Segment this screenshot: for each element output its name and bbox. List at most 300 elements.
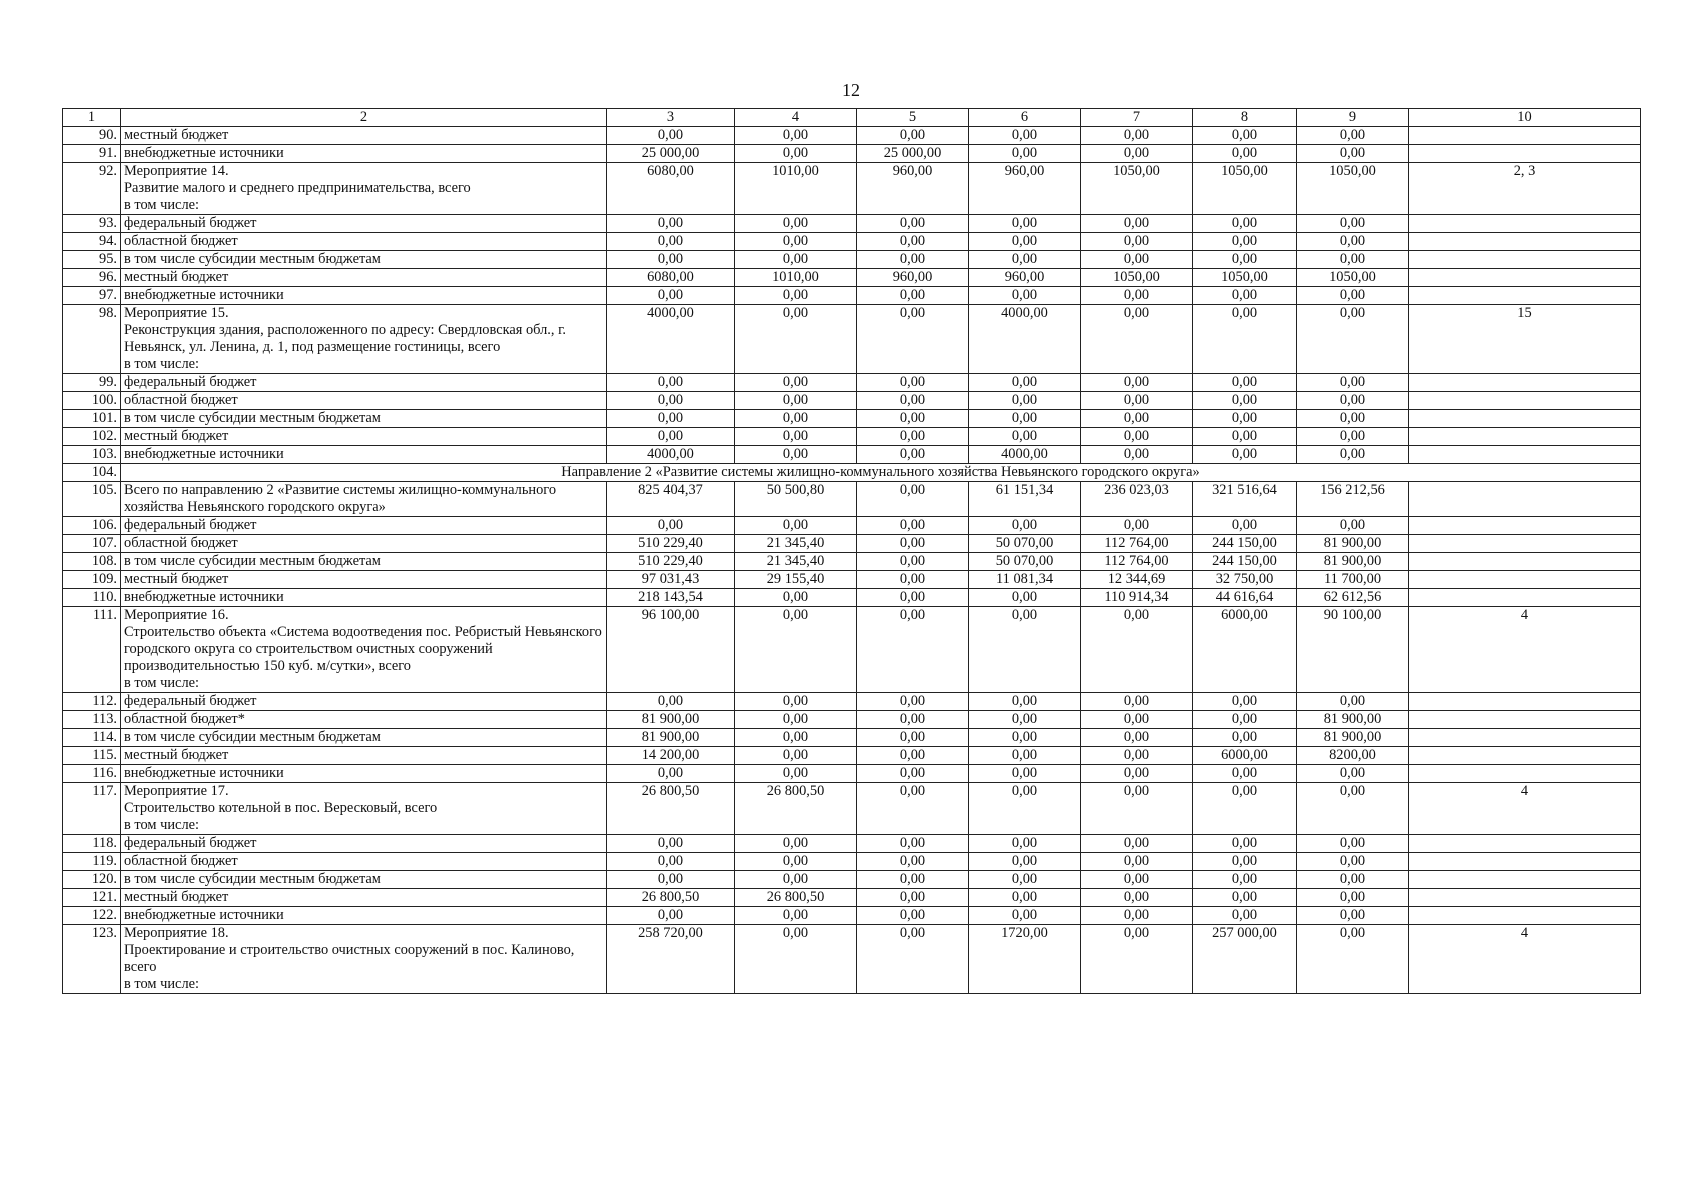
amount-cell: 960,00 xyxy=(969,163,1081,215)
amount-cell: 0,00 xyxy=(607,410,735,428)
description-line: Развитие малого и среднего предпринимательства, всего xyxy=(124,180,471,196)
target-indicator-cell xyxy=(1409,693,1641,711)
row-description xyxy=(121,446,607,464)
row-description xyxy=(121,729,607,747)
description-line: в том числе: xyxy=(124,976,200,992)
row-description xyxy=(121,374,607,392)
amount-cell: 0,00 xyxy=(1193,835,1297,853)
amount-cell: 0,00 xyxy=(969,765,1081,783)
target-indicator-cell xyxy=(1409,127,1641,145)
amount-cell: 0,00 xyxy=(1297,410,1409,428)
amount-cell: 0,00 xyxy=(857,711,969,729)
amount-cell: 21 345,40 xyxy=(735,553,857,571)
amount-cell: 0,00 xyxy=(1081,693,1193,711)
amount-cell: 0,00 xyxy=(969,233,1081,251)
table-row xyxy=(63,925,1641,994)
description-line: внебюджетные источники xyxy=(124,907,284,923)
amount-cell: 0,00 xyxy=(969,871,1081,889)
amount-cell: 0,00 xyxy=(1193,251,1297,269)
amount-cell: 0,00 xyxy=(735,925,857,994)
amount-cell: 81 900,00 xyxy=(1297,729,1409,747)
amount-cell: 0,00 xyxy=(969,287,1081,305)
row-number: 106. xyxy=(63,517,121,535)
description-line: федеральный бюджет xyxy=(124,215,257,231)
amount-cell: 0,00 xyxy=(735,835,857,853)
table-row xyxy=(63,711,1641,729)
amount-cell: 0,00 xyxy=(1193,889,1297,907)
amount-cell: 62 612,56 xyxy=(1297,589,1409,607)
amount-cell: 0,00 xyxy=(1081,127,1193,145)
row-description xyxy=(121,589,607,607)
amount-cell: 0,00 xyxy=(1081,729,1193,747)
amount-cell: 0,00 xyxy=(969,145,1081,163)
amount-cell: 0,00 xyxy=(735,233,857,251)
target-indicator-cell xyxy=(1409,835,1641,853)
description-line: Мероприятие 16. xyxy=(124,607,229,623)
amount-cell: 0,00 xyxy=(735,907,857,925)
table-row xyxy=(63,907,1641,925)
amount-cell: 0,00 xyxy=(857,889,969,907)
amount-cell: 0,00 xyxy=(969,392,1081,410)
table-row xyxy=(63,145,1641,163)
table-row xyxy=(63,535,1641,553)
row-number: 117. xyxy=(63,783,121,835)
amount-cell: 0,00 xyxy=(857,233,969,251)
target-indicator-cell xyxy=(1409,729,1641,747)
target-indicator-cell: 15 xyxy=(1409,305,1641,374)
amount-cell: 0,00 xyxy=(607,215,735,233)
table-row xyxy=(63,589,1641,607)
description-line: внебюджетные источники xyxy=(124,145,284,161)
amount-cell: 0,00 xyxy=(1081,410,1193,428)
header-cell: 8 xyxy=(1193,109,1297,127)
row-description xyxy=(121,163,607,215)
amount-cell: 0,00 xyxy=(1193,287,1297,305)
description-line: федеральный бюджет xyxy=(124,693,257,709)
target-indicator-cell xyxy=(1409,853,1641,871)
amount-cell: 0,00 xyxy=(1193,517,1297,535)
target-indicator-cell: 4 xyxy=(1409,607,1641,693)
table-row xyxy=(63,374,1641,392)
amount-cell: 96 100,00 xyxy=(607,607,735,693)
row-number: 93. xyxy=(63,215,121,233)
direction-title: Направление 2 «Развитие системы жилищно-коммунального хозяйства Невьянского городского округа» xyxy=(121,464,1641,482)
amount-cell: 244 150,00 xyxy=(1193,553,1297,571)
amount-cell: 0,00 xyxy=(1193,233,1297,251)
amount-cell: 0,00 xyxy=(1081,251,1193,269)
amount-cell: 21 345,40 xyxy=(735,535,857,553)
target-indicator-cell xyxy=(1409,589,1641,607)
description-line: местный бюджет xyxy=(124,127,229,143)
row-number: 100. xyxy=(63,392,121,410)
amount-cell: 0,00 xyxy=(1297,765,1409,783)
description-line: федеральный бюджет xyxy=(124,517,257,533)
target-indicator-cell xyxy=(1409,571,1641,589)
amount-cell: 156 212,56 xyxy=(1297,482,1409,517)
amount-cell: 0,00 xyxy=(735,410,857,428)
amount-cell: 960,00 xyxy=(969,269,1081,287)
amount-cell: 1050,00 xyxy=(1193,163,1297,215)
row-number: 98. xyxy=(63,305,121,374)
amount-cell: 0,00 xyxy=(735,215,857,233)
row-description xyxy=(121,287,607,305)
amount-cell: 0,00 xyxy=(1193,907,1297,925)
target-indicator-cell xyxy=(1409,871,1641,889)
table-row xyxy=(63,607,1641,693)
row-number: 120. xyxy=(63,871,121,889)
row-number: 112. xyxy=(63,693,121,711)
amount-cell: 0,00 xyxy=(1193,145,1297,163)
amount-cell: 6000,00 xyxy=(1193,607,1297,693)
amount-cell: 0,00 xyxy=(735,747,857,765)
header-cell: 2 xyxy=(121,109,607,127)
amount-cell: 0,00 xyxy=(1081,853,1193,871)
amount-cell: 0,00 xyxy=(1297,783,1409,835)
amount-cell: 0,00 xyxy=(857,553,969,571)
amount-cell: 1050,00 xyxy=(1081,163,1193,215)
row-number: 99. xyxy=(63,374,121,392)
amount-cell: 321 516,64 xyxy=(1193,482,1297,517)
row-description xyxy=(121,889,607,907)
description-line: Мероприятие 18. xyxy=(124,925,229,941)
row-number: 121. xyxy=(63,889,121,907)
amount-cell: 0,00 xyxy=(1297,446,1409,464)
amount-cell: 110 914,34 xyxy=(1081,589,1193,607)
amount-cell: 81 900,00 xyxy=(607,729,735,747)
amount-cell: 0,00 xyxy=(969,729,1081,747)
amount-cell: 0,00 xyxy=(1297,145,1409,163)
header-cell: 10 xyxy=(1409,109,1641,127)
target-indicator-cell xyxy=(1409,145,1641,163)
row-description xyxy=(121,145,607,163)
amount-cell: 0,00 xyxy=(1081,428,1193,446)
amount-cell: 0,00 xyxy=(1193,374,1297,392)
amount-cell: 0,00 xyxy=(607,287,735,305)
row-number: 90. xyxy=(63,127,121,145)
amount-cell: 0,00 xyxy=(607,251,735,269)
amount-cell: 0,00 xyxy=(1081,925,1193,994)
description-line: Мероприятие 17. xyxy=(124,783,229,799)
row-description xyxy=(121,765,607,783)
amount-cell: 11 081,34 xyxy=(969,571,1081,589)
amount-cell: 0,00 xyxy=(969,693,1081,711)
row-number: 113. xyxy=(63,711,121,729)
amount-cell: 0,00 xyxy=(857,853,969,871)
amount-cell: 244 150,00 xyxy=(1193,535,1297,553)
amount-cell: 1010,00 xyxy=(735,163,857,215)
amount-cell: 0,00 xyxy=(1297,392,1409,410)
description-line: областной бюджет xyxy=(124,853,238,869)
description-line: в том числе субсидии местным бюджетам xyxy=(124,251,381,267)
amount-cell: 0,00 xyxy=(857,729,969,747)
amount-cell: 0,00 xyxy=(857,765,969,783)
description-line: в том числе: xyxy=(124,356,200,372)
amount-cell: 0,00 xyxy=(1297,127,1409,145)
amount-cell: 0,00 xyxy=(857,607,969,693)
amount-cell: 61 151,34 xyxy=(969,482,1081,517)
amount-cell: 32 750,00 xyxy=(1193,571,1297,589)
table-row xyxy=(63,163,1641,215)
table-row xyxy=(63,410,1641,428)
description-line: местный бюджет xyxy=(124,889,229,905)
table-row xyxy=(63,729,1641,747)
amount-cell: 0,00 xyxy=(607,517,735,535)
row-description xyxy=(121,127,607,145)
description-line: местный бюджет xyxy=(124,747,229,763)
amount-cell: 0,00 xyxy=(857,535,969,553)
amount-cell: 112 764,00 xyxy=(1081,535,1193,553)
direction-row xyxy=(63,464,1641,482)
amount-cell: 50 070,00 xyxy=(969,553,1081,571)
amount-cell: 0,00 xyxy=(1297,907,1409,925)
header-cell: 7 xyxy=(1081,109,1193,127)
amount-cell: 0,00 xyxy=(1297,853,1409,871)
target-indicator-cell xyxy=(1409,482,1641,517)
amount-cell: 0,00 xyxy=(969,251,1081,269)
row-number: 115. xyxy=(63,747,121,765)
row-number: 96. xyxy=(63,269,121,287)
description-line: Мероприятие 14. xyxy=(124,163,229,179)
amount-cell: 0,00 xyxy=(1297,835,1409,853)
amount-cell: 1050,00 xyxy=(1081,269,1193,287)
amount-cell: 26 800,50 xyxy=(735,889,857,907)
row-description xyxy=(121,835,607,853)
amount-cell: 4000,00 xyxy=(607,446,735,464)
amount-cell: 0,00 xyxy=(1297,428,1409,446)
amount-cell: 0,00 xyxy=(1081,517,1193,535)
amount-cell: 0,00 xyxy=(1297,233,1409,251)
row-description xyxy=(121,269,607,287)
table-row xyxy=(63,482,1641,517)
target-indicator-cell xyxy=(1409,553,1641,571)
description-line: Проектирование и строительство очистных сооружений в пос. Калиново, всего xyxy=(124,942,575,975)
row-number: 104. xyxy=(63,464,121,482)
amount-cell: 0,00 xyxy=(857,392,969,410)
page-number: 12 xyxy=(842,80,860,100)
amount-cell: 960,00 xyxy=(857,163,969,215)
row-number: 95. xyxy=(63,251,121,269)
table-row xyxy=(63,853,1641,871)
header-cell: 3 xyxy=(607,109,735,127)
table-row xyxy=(63,287,1641,305)
amount-cell: 0,00 xyxy=(1081,765,1193,783)
amount-cell: 0,00 xyxy=(969,711,1081,729)
amount-cell: 11 700,00 xyxy=(1297,571,1409,589)
description-line: в том числе: xyxy=(124,817,200,833)
row-description xyxy=(121,482,607,517)
amount-cell: 0,00 xyxy=(735,711,857,729)
row-number: 108. xyxy=(63,553,121,571)
description-line: Строительство объекта «Система водоотведения пос. Ребристый Невьянского городского округа со строительством очистных сооружений производительностью 150 куб. м/сутки», всего xyxy=(124,624,602,674)
row-description xyxy=(121,607,607,693)
amount-cell: 0,00 xyxy=(1081,233,1193,251)
amount-cell: 257 000,00 xyxy=(1193,925,1297,994)
header-cell: 9 xyxy=(1297,109,1409,127)
amount-cell: 258 720,00 xyxy=(607,925,735,994)
amount-cell: 0,00 xyxy=(1081,783,1193,835)
target-indicator-cell xyxy=(1409,269,1641,287)
table-body xyxy=(63,127,1641,994)
amount-cell: 0,00 xyxy=(607,127,735,145)
target-indicator-cell xyxy=(1409,410,1641,428)
target-indicator-cell xyxy=(1409,765,1641,783)
amount-cell: 0,00 xyxy=(1193,693,1297,711)
amount-cell: 0,00 xyxy=(1297,889,1409,907)
amount-cell: 0,00 xyxy=(857,571,969,589)
amount-cell: 6080,00 xyxy=(607,163,735,215)
amount-cell: 1050,00 xyxy=(1193,269,1297,287)
row-number: 91. xyxy=(63,145,121,163)
table-row xyxy=(63,747,1641,765)
description-line: Всего по направлению 2 «Развитие системы жилищно-коммунального хозяйства Невьянского городского округа» xyxy=(124,482,557,515)
amount-cell: 0,00 xyxy=(857,215,969,233)
amount-cell: 0,00 xyxy=(969,907,1081,925)
description-line: в том числе субсидии местным бюджетам xyxy=(124,553,381,569)
amount-cell: 0,00 xyxy=(1193,428,1297,446)
budget-table xyxy=(62,108,1641,994)
amount-cell: 0,00 xyxy=(857,482,969,517)
description-line: в том числе субсидии местным бюджетам xyxy=(124,871,381,887)
amount-cell: 0,00 xyxy=(857,925,969,994)
amount-cell: 0,00 xyxy=(607,765,735,783)
row-number: 110. xyxy=(63,589,121,607)
amount-cell: 12 344,69 xyxy=(1081,571,1193,589)
row-description xyxy=(121,871,607,889)
amount-cell: 0,00 xyxy=(1081,287,1193,305)
description-line: федеральный бюджет xyxy=(124,835,257,851)
amount-cell: 0,00 xyxy=(1193,853,1297,871)
amount-cell: 81 900,00 xyxy=(1297,711,1409,729)
target-indicator-cell xyxy=(1409,392,1641,410)
table-row xyxy=(63,446,1641,464)
target-indicator-cell xyxy=(1409,374,1641,392)
row-number: 102. xyxy=(63,428,121,446)
description-line: Реконструкция здания, расположенного по адресу: Свердловская обл., г. Невьянск, ул. Ленина, д. 1, под размещение гостиницы, всего xyxy=(124,322,566,355)
table-row xyxy=(63,553,1641,571)
amount-cell: 0,00 xyxy=(857,287,969,305)
amount-cell: 0,00 xyxy=(857,446,969,464)
table-header-row xyxy=(63,109,1641,127)
table-row xyxy=(63,871,1641,889)
target-indicator-cell xyxy=(1409,287,1641,305)
row-description xyxy=(121,571,607,589)
amount-cell: 0,00 xyxy=(735,305,857,374)
amount-cell: 0,00 xyxy=(857,835,969,853)
amount-cell: 0,00 xyxy=(1081,871,1193,889)
description-line: областной бюджет xyxy=(124,233,238,249)
amount-cell: 0,00 xyxy=(1081,835,1193,853)
target-indicator-cell xyxy=(1409,907,1641,925)
description-line: областной бюджет xyxy=(124,535,238,551)
amount-cell: 0,00 xyxy=(1193,765,1297,783)
amount-cell: 0,00 xyxy=(607,233,735,251)
row-description xyxy=(121,907,607,925)
row-number: 111. xyxy=(63,607,121,693)
row-description xyxy=(121,783,607,835)
amount-cell: 0,00 xyxy=(1297,925,1409,994)
amount-cell: 1050,00 xyxy=(1297,163,1409,215)
target-indicator-cell xyxy=(1409,711,1641,729)
amount-cell: 0,00 xyxy=(857,747,969,765)
target-indicator-cell xyxy=(1409,428,1641,446)
amount-cell: 0,00 xyxy=(969,127,1081,145)
amount-cell: 0,00 xyxy=(735,765,857,783)
description-line: в том числе субсидии местным бюджетам xyxy=(124,410,381,426)
target-indicator-cell xyxy=(1409,446,1641,464)
table-row xyxy=(63,517,1641,535)
amount-cell: 510 229,40 xyxy=(607,553,735,571)
table-row xyxy=(63,765,1641,783)
row-description xyxy=(121,305,607,374)
amount-cell: 0,00 xyxy=(607,871,735,889)
amount-cell: 0,00 xyxy=(607,428,735,446)
amount-cell: 0,00 xyxy=(1193,305,1297,374)
amount-cell: 0,00 xyxy=(1193,711,1297,729)
amount-cell: 0,00 xyxy=(735,287,857,305)
amount-cell: 0,00 xyxy=(1193,215,1297,233)
amount-cell: 6000,00 xyxy=(1193,747,1297,765)
amount-cell: 1720,00 xyxy=(969,925,1081,994)
amount-cell: 50 070,00 xyxy=(969,535,1081,553)
table-row xyxy=(63,269,1641,287)
table-row xyxy=(63,233,1641,251)
amount-cell: 0,00 xyxy=(857,517,969,535)
amount-cell: 0,00 xyxy=(969,589,1081,607)
amount-cell: 0,00 xyxy=(857,428,969,446)
amount-cell: 0,00 xyxy=(857,410,969,428)
amount-cell: 1010,00 xyxy=(735,269,857,287)
amount-cell: 0,00 xyxy=(969,747,1081,765)
amount-cell: 0,00 xyxy=(1193,871,1297,889)
amount-cell: 0,00 xyxy=(969,374,1081,392)
row-description xyxy=(121,925,607,994)
amount-cell: 0,00 xyxy=(1081,446,1193,464)
amount-cell: 0,00 xyxy=(607,374,735,392)
amount-cell: 0,00 xyxy=(969,410,1081,428)
row-number: 92. xyxy=(63,163,121,215)
amount-cell: 97 031,43 xyxy=(607,571,735,589)
amount-cell: 0,00 xyxy=(607,693,735,711)
amount-cell: 0,00 xyxy=(1193,783,1297,835)
amount-cell: 0,00 xyxy=(969,853,1081,871)
amount-cell: 0,00 xyxy=(1081,374,1193,392)
row-number: 122. xyxy=(63,907,121,925)
row-number: 109. xyxy=(63,571,121,589)
amount-cell: 0,00 xyxy=(735,145,857,163)
target-indicator-cell xyxy=(1409,747,1641,765)
description-line: в том числе субсидии местным бюджетам xyxy=(124,729,381,745)
amount-cell: 6080,00 xyxy=(607,269,735,287)
amount-cell: 0,00 xyxy=(969,889,1081,907)
row-number: 116. xyxy=(63,765,121,783)
amount-cell: 0,00 xyxy=(735,517,857,535)
amount-cell: 0,00 xyxy=(735,251,857,269)
amount-cell: 81 900,00 xyxy=(607,711,735,729)
description-line: федеральный бюджет xyxy=(124,374,257,390)
row-description xyxy=(121,693,607,711)
amount-cell: 218 143,54 xyxy=(607,589,735,607)
amount-cell: 0,00 xyxy=(735,392,857,410)
row-description xyxy=(121,747,607,765)
description-line: областной бюджет xyxy=(124,392,238,408)
row-number: 123. xyxy=(63,925,121,994)
amount-cell: 0,00 xyxy=(969,607,1081,693)
target-indicator-cell: 4 xyxy=(1409,783,1641,835)
amount-cell: 0,00 xyxy=(1081,607,1193,693)
description-line: внебюджетные источники xyxy=(124,589,284,605)
amount-cell: 0,00 xyxy=(1193,446,1297,464)
amount-cell: 4000,00 xyxy=(969,446,1081,464)
